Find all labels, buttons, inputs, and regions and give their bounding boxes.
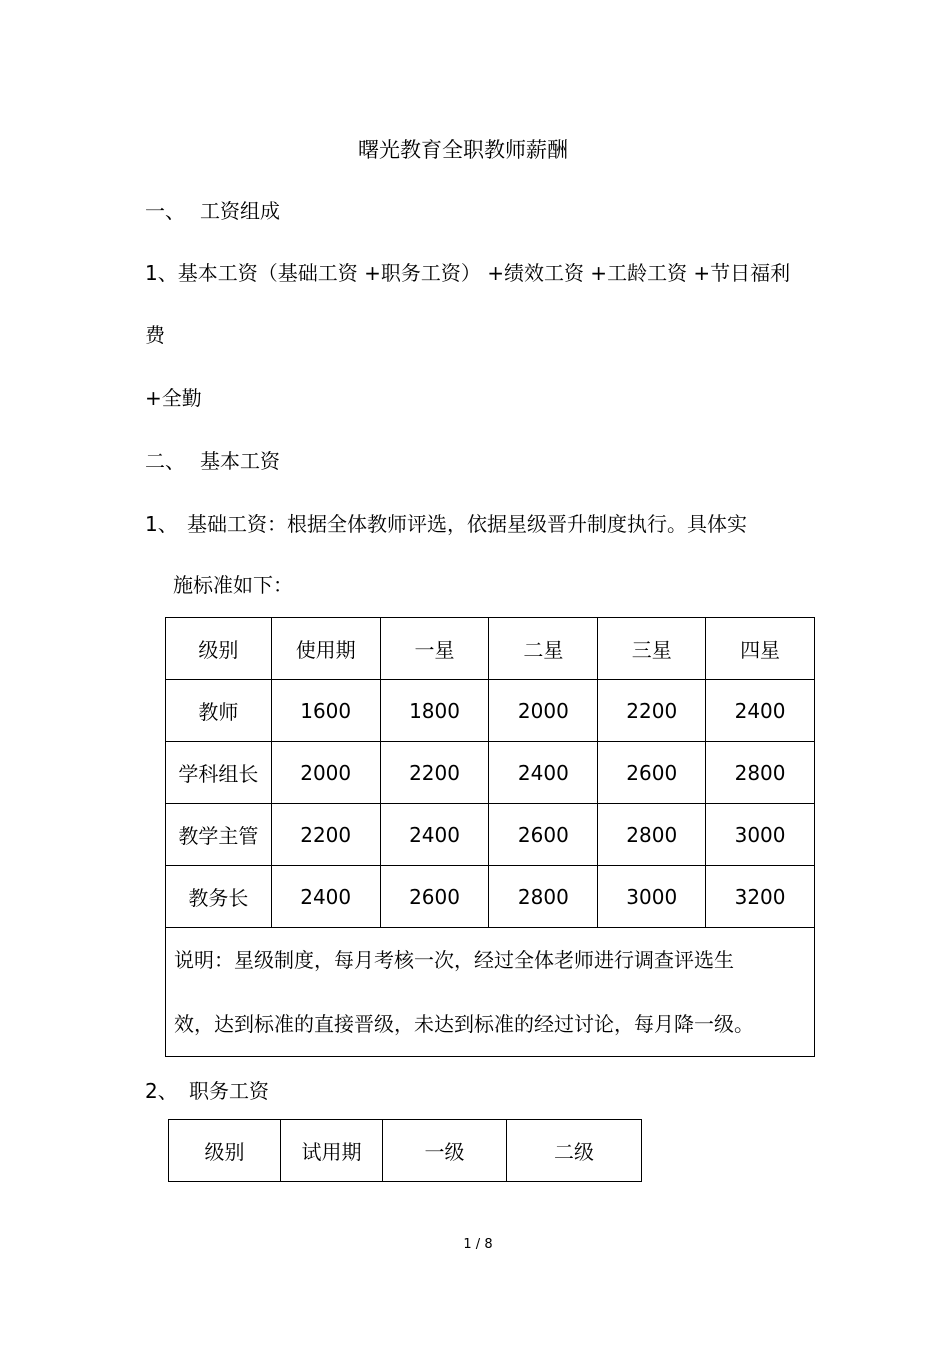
header-cell: 二级 <box>507 1120 642 1182</box>
section-number: 二、 <box>145 449 185 473</box>
item-2-heading <box>145 1076 269 1106</box>
header-cell: 二星 <box>489 618 598 680</box>
table-cell: 2400 <box>706 680 815 742</box>
paragraph-line: +全勤 <box>145 386 202 410</box>
paragraph-line: 费 <box>145 323 165 347</box>
table-header-row <box>166 618 815 680</box>
section-number: 一、 <box>145 199 185 223</box>
table-cell: 教务长 <box>166 866 272 928</box>
table-cell: 2400 <box>271 866 380 928</box>
section-heading-2 <box>145 446 280 476</box>
table-header-row <box>169 1120 642 1182</box>
section-text: 基本工资 <box>200 449 280 473</box>
note-line-2: 效，达到标准的直接晋级，未达到标准的经过讨论，每月降一级。 <box>174 1012 754 1036</box>
table-row <box>166 680 815 742</box>
table-note <box>166 928 815 1057</box>
header-cell: 一级 <box>383 1120 507 1182</box>
item-text: 职务工资 <box>189 1079 269 1103</box>
paragraph-line: 1、基本工资（基础工资 +职务工资） +绩效工资 +工龄工资 +节日福利 <box>145 261 791 285</box>
table-cell: 2800 <box>489 866 598 928</box>
table-cell: 2200 <box>380 742 489 804</box>
page-title: 曙光教育全职教师薪酬 <box>358 138 568 162</box>
item-1-line <box>145 509 747 539</box>
table-cell: 3200 <box>706 866 815 928</box>
table-cell: 1600 <box>271 680 380 742</box>
table-cell: 2600 <box>380 866 489 928</box>
table-cell: 2400 <box>489 742 598 804</box>
header-cell: 使用期 <box>271 618 380 680</box>
section-heading-1 <box>145 196 280 226</box>
item-number: 2、 <box>145 1079 178 1103</box>
table-cell: 1800 <box>380 680 489 742</box>
header-cell: 试用期 <box>281 1120 383 1182</box>
header-cell: 级别 <box>169 1120 281 1182</box>
table-cell: 2400 <box>380 804 489 866</box>
header-cell: 四星 <box>706 618 815 680</box>
table-cell: 学科组长 <box>166 742 272 804</box>
table-row <box>166 804 815 866</box>
header-cell: 级别 <box>166 618 272 680</box>
table-cell: 2000 <box>271 742 380 804</box>
table-cell: 2600 <box>489 804 598 866</box>
header-cell: 一星 <box>380 618 489 680</box>
table-cell: 教师 <box>166 680 272 742</box>
table-cell: 2200 <box>598 680 706 742</box>
table-cell: 3000 <box>598 866 706 928</box>
item-text: 基础工资：根据全体教师评选，依据星级晋升制度执行。具体实 <box>187 512 747 536</box>
table-note-row <box>166 928 815 1057</box>
header-cell: 三星 <box>598 618 706 680</box>
position-salary-table <box>168 1119 642 1182</box>
note-line-1: 说明：星级制度，每月考核一次，经过全体老师进行调查评选生 <box>174 948 734 972</box>
table-cell: 2600 <box>598 742 706 804</box>
item-number: 1、 <box>145 512 178 536</box>
table-cell: 2000 <box>489 680 598 742</box>
base-salary-table <box>165 617 815 1057</box>
item-1-line-2: 施标准如下： <box>173 573 293 597</box>
table-cell: 2200 <box>271 804 380 866</box>
table-cell: 3000 <box>706 804 815 866</box>
table-row <box>166 866 815 928</box>
section-text: 工资组成 <box>200 199 280 223</box>
table-cell: 教学主管 <box>166 804 272 866</box>
page-number: 1 / 8 <box>463 1237 493 1252</box>
table-cell: 2800 <box>706 742 815 804</box>
table-cell: 2800 <box>598 804 706 866</box>
table-row <box>166 742 815 804</box>
